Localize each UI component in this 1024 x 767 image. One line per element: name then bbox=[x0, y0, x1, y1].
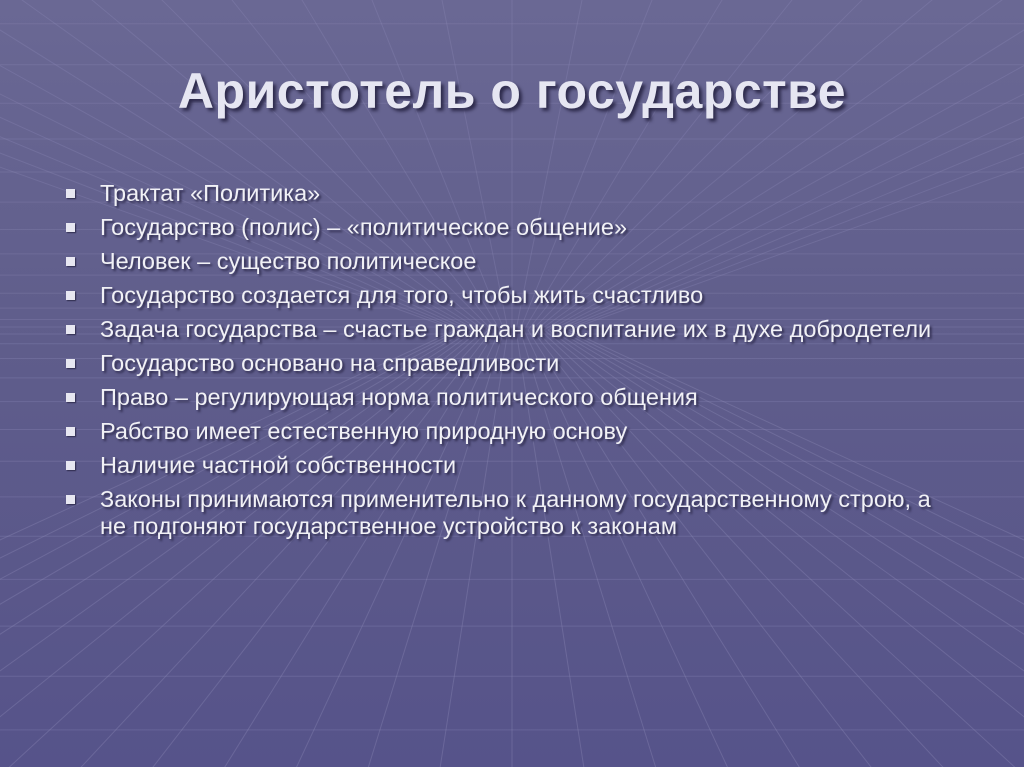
bullet-item bbox=[64, 418, 944, 445]
square-bullet-icon bbox=[66, 495, 75, 504]
bullet-text: Государство (полис) – «политическое общение» bbox=[100, 214, 628, 240]
square-bullet-icon bbox=[66, 461, 75, 470]
bullet-text: Законы принимаются применительно к данному государственному строю, а не подгоняют государственное устройство к законам bbox=[100, 486, 931, 539]
square-bullet-icon bbox=[66, 223, 75, 232]
bullet-list bbox=[64, 180, 944, 547]
bullet-text: Государство создается для того, чтобы жить счастливо bbox=[100, 282, 704, 308]
bullet-text: Право – регулирующая норма политического общения bbox=[100, 384, 698, 410]
bullet-item bbox=[64, 282, 944, 309]
square-bullet-icon bbox=[66, 427, 75, 436]
bullet-item bbox=[64, 316, 944, 343]
bullet-item bbox=[64, 214, 944, 241]
square-bullet-icon bbox=[66, 359, 75, 368]
bullet-text: Трактат «Политика» bbox=[100, 180, 321, 206]
bullet-item bbox=[64, 452, 944, 479]
square-bullet-icon bbox=[66, 393, 75, 402]
bullet-text: Человек – существо политическое bbox=[100, 248, 477, 274]
bullet-text: Наличие частной собственности bbox=[100, 452, 457, 478]
square-bullet-icon bbox=[66, 291, 75, 300]
bullet-text: Задача государства – счастье граждан и воспитание их в духе добродетели bbox=[100, 316, 932, 342]
bullet-text: Рабство имеет естественную природную основу bbox=[100, 418, 628, 444]
square-bullet-icon bbox=[66, 257, 75, 266]
bullet-item bbox=[64, 248, 944, 275]
bullet-text: Государство основано на справедливости bbox=[100, 350, 560, 376]
bullet-item bbox=[64, 384, 944, 411]
square-bullet-icon bbox=[66, 189, 75, 198]
slide-title: Аристотель о государстве bbox=[177, 63, 847, 119]
bullet-item bbox=[64, 180, 944, 207]
square-bullet-icon bbox=[66, 325, 75, 334]
bullet-item bbox=[64, 486, 944, 540]
bullet-item bbox=[64, 350, 944, 377]
